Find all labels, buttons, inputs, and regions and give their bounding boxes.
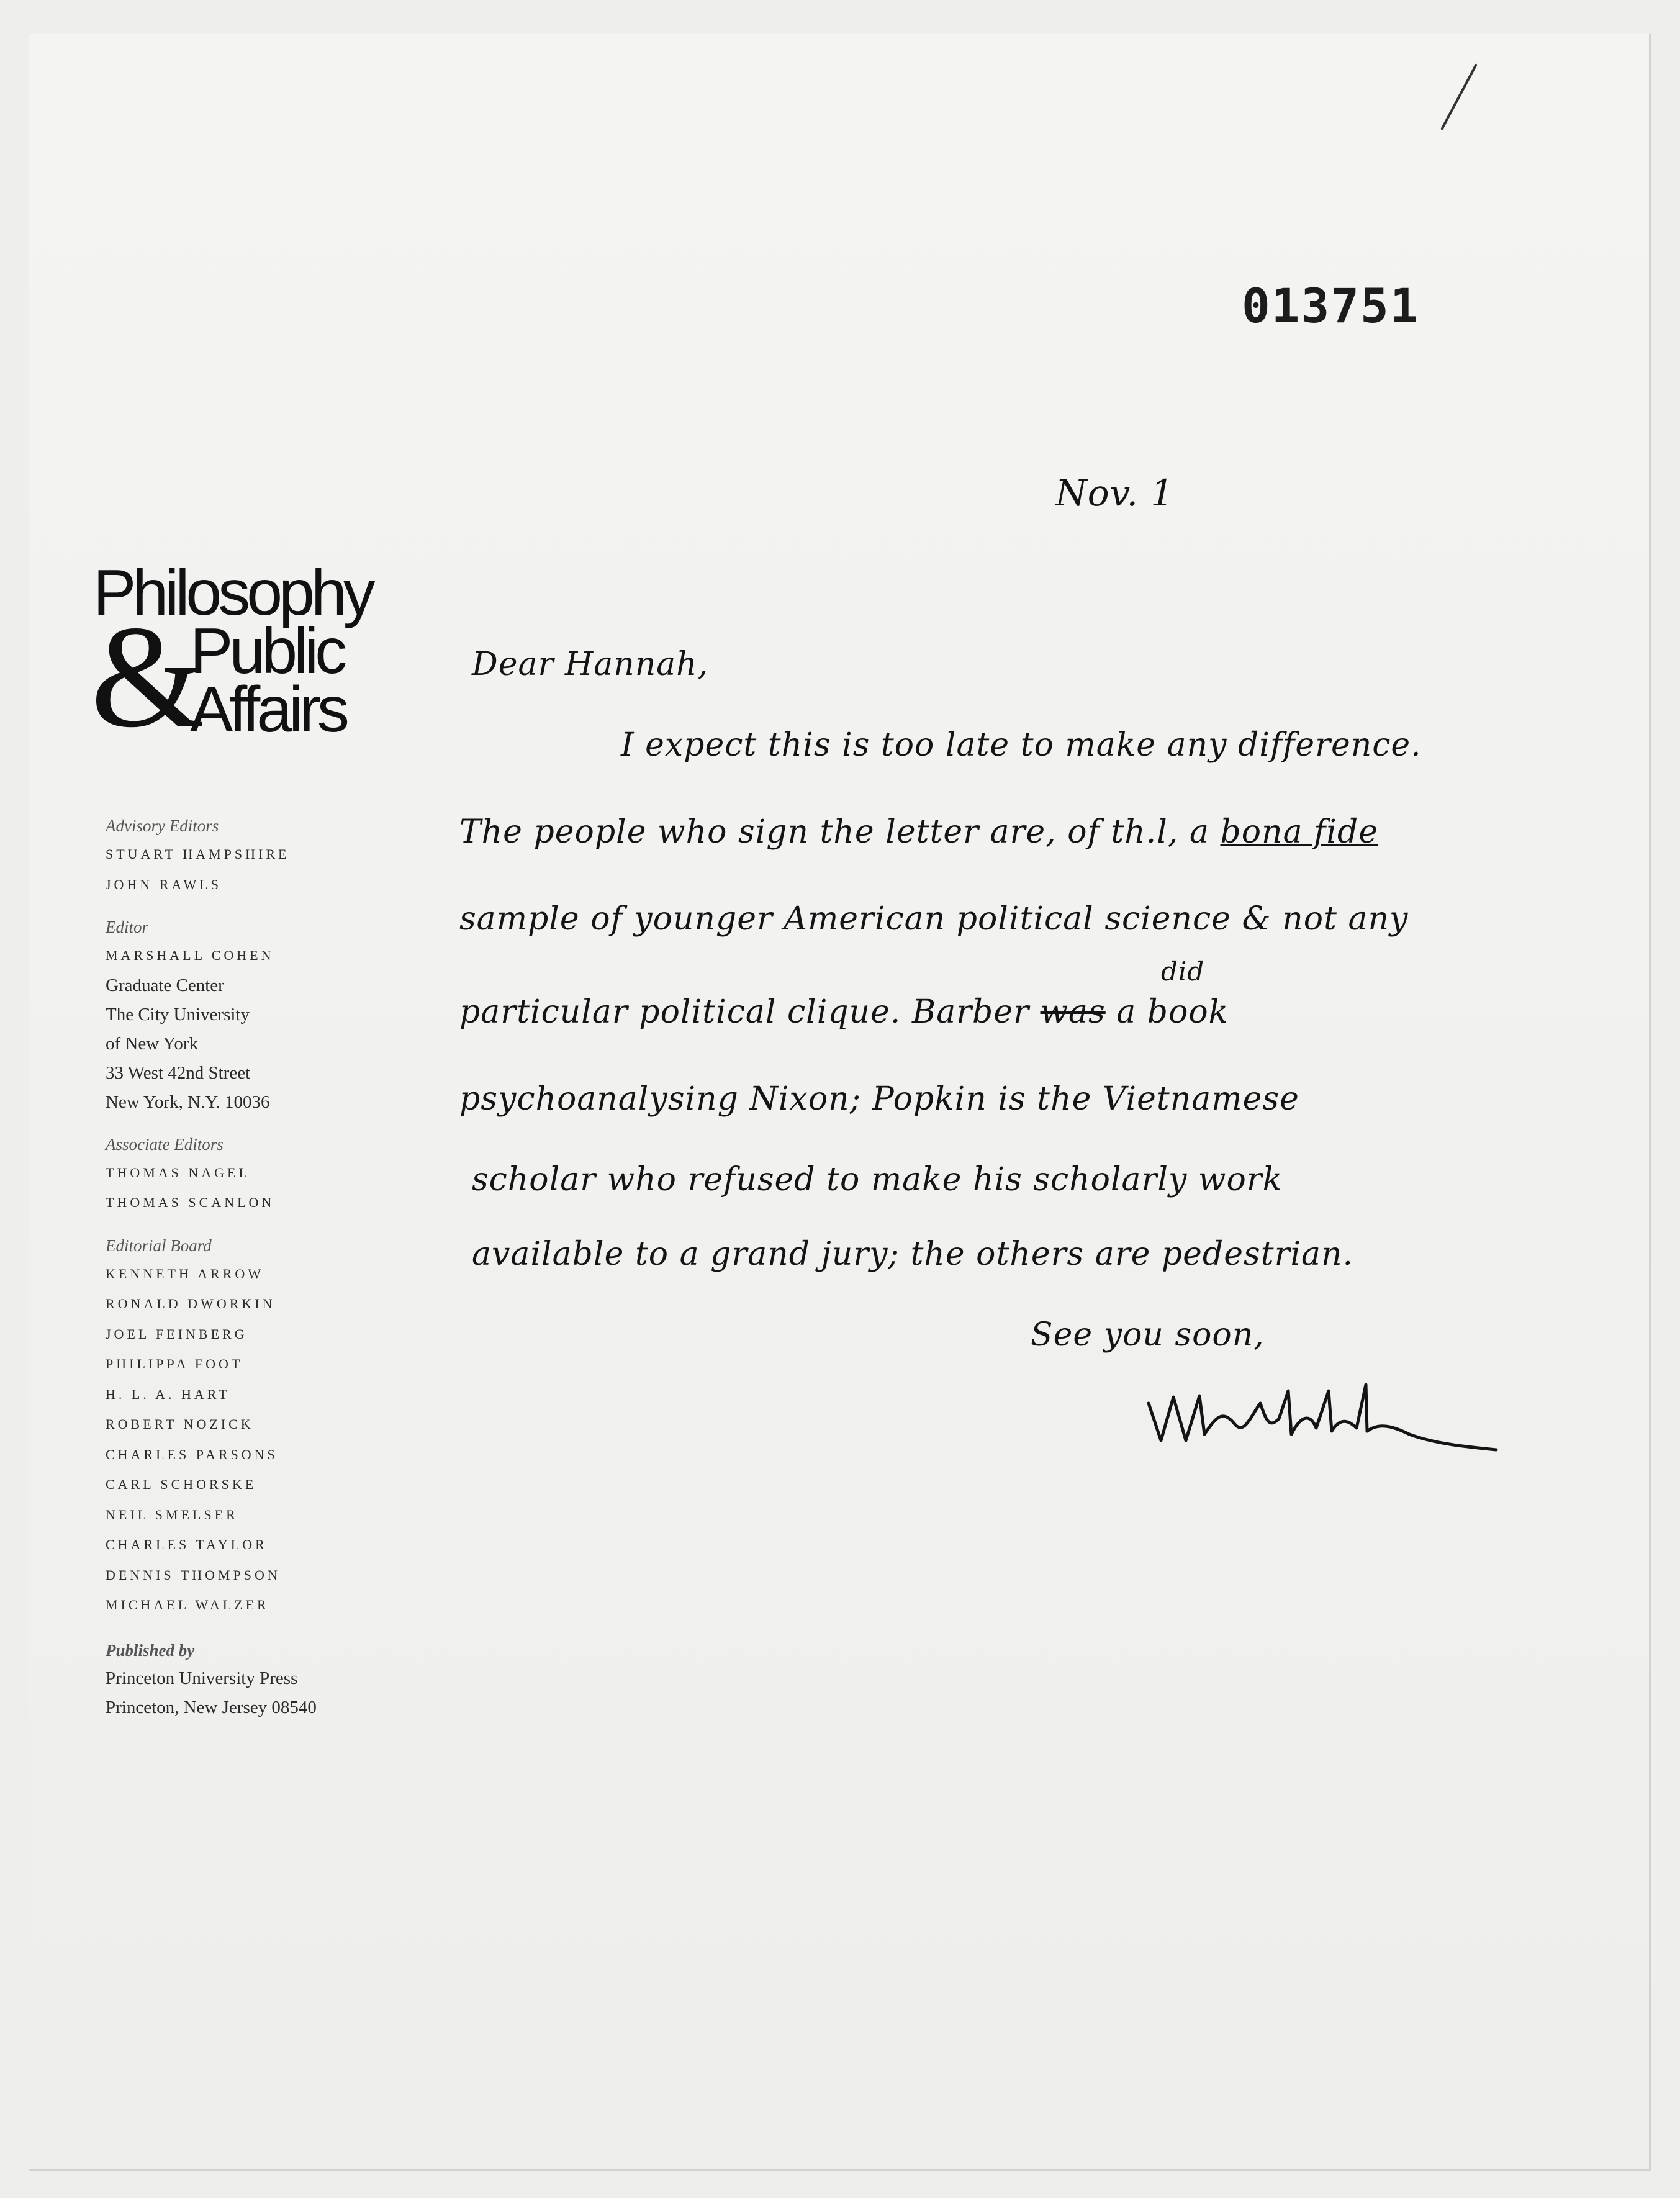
masthead-line-philosophy: Philosophy	[93, 557, 372, 629]
masthead-line-affairs: Affairs	[190, 674, 346, 746]
associate-editor-name: THOMAS SCANLON	[106, 1195, 275, 1210]
board-member-name: KENNETH ARROW	[106, 1265, 264, 1282]
board-member-name: ROBERT NOZICK	[106, 1416, 254, 1432]
advisory-editors-title: Advisory Editors	[106, 816, 219, 835]
struck-word: was	[1040, 993, 1106, 1031]
letter-line: I expect this is too late to make any difference.	[621, 726, 1422, 764]
advisory-editor-name: JOHN RAWLS	[106, 876, 222, 892]
letter-word: Barber	[911, 993, 1029, 1031]
masthead-row-affairs	[93, 674, 416, 746]
published-by-title: Published by	[106, 1640, 195, 1660]
board-member-name: CARL SCHORSKE	[106, 1477, 257, 1492]
advisory-editor-name: STUART HAMPSHIRE	[106, 846, 290, 862]
board-member-name: CHARLES PARSONS	[106, 1446, 278, 1462]
letter-line: sample of younger American political science & not any	[459, 900, 1409, 938]
editor-name: MARSHALL COHEN	[106, 947, 274, 963]
editor-address-line: New York, N.Y. 10036	[106, 1092, 270, 1112]
associate-editors-title: Associate Editors	[106, 1134, 224, 1154]
editor-address-line: Graduate Center	[106, 975, 224, 995]
letter-line: psychoanalysing Nixon; Popkin is the Vietnamese	[459, 1080, 1299, 1118]
letter-line: available to a grand jury; the others are pedestrian.	[472, 1236, 1354, 1273]
editor-address-line: The City University	[106, 1004, 250, 1024]
letter-line	[459, 993, 1229, 1031]
associate-editor-name: THOMAS NAGEL	[106, 1164, 250, 1180]
letter-line	[459, 813, 1378, 851]
editor-address-line: of New York	[106, 1033, 199, 1054]
inserted-word: did	[1161, 956, 1205, 987]
publisher-line: Princeton, New Jersey 08540	[106, 1697, 317, 1717]
board-member-name: JOEL FEINBERG	[106, 1326, 248, 1342]
letter-date: Nov. 1	[1055, 472, 1175, 514]
signature-image	[1142, 1366, 1502, 1459]
board-member-name: DENNIS THOMPSON	[106, 1567, 281, 1583]
underlined-phrase: bona fide	[1220, 813, 1379, 851]
masthead-line-public: Public	[190, 615, 344, 687]
editor-title: Editor	[106, 918, 149, 936]
letter-word: a book	[1116, 993, 1229, 1031]
letter-line-text: particular political clique.	[459, 993, 901, 1031]
masthead-ampersand: &	[91, 596, 205, 758]
letter-line-text: The people who sign the letter are, of th.l, a	[459, 813, 1209, 851]
board-member-name: H. L. A. HART	[106, 1386, 230, 1402]
letter-line: scholar who refused to make his scholarly work	[472, 1161, 1283, 1198]
editor-address-line: 33 West 42nd Street	[106, 1062, 251, 1083]
document-number: 013751	[1242, 278, 1420, 333]
board-member-name: PHILIPPA FOOT	[106, 1356, 243, 1372]
board-member-name: CHARLES TAYLOR	[106, 1537, 268, 1552]
editorial-board-title: Editorial Board	[106, 1236, 212, 1255]
masthead-logo	[91, 557, 416, 758]
board-member-name: RONALD DWORKIN	[106, 1296, 276, 1311]
letter-salutation: Dear Hannah,	[472, 646, 709, 683]
board-member-name: NEIL SMELSER	[106, 1506, 238, 1522]
publisher-line: Princeton University Press	[106, 1668, 298, 1688]
board-member-name: MICHAEL WALZER	[106, 1597, 269, 1612]
editorial-sidebar	[106, 812, 416, 1722]
letter-closing: See you soon,	[1031, 1316, 1265, 1354]
